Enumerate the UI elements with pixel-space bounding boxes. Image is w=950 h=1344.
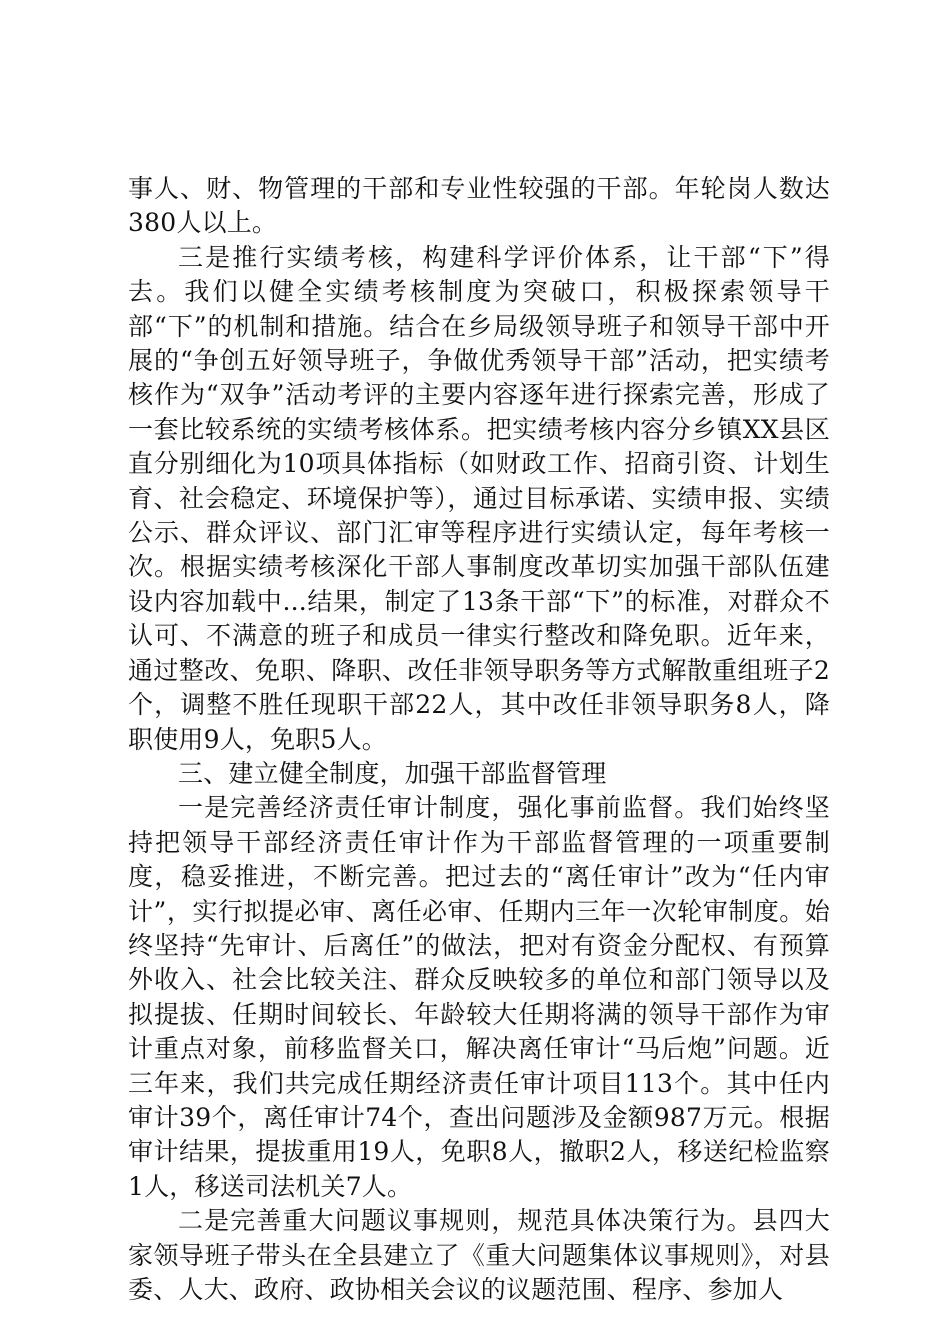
section-heading: 三、建立健全制度，加强干部监督管理 bbox=[178, 758, 607, 788]
paragraph-2: 三是推行实绩考核，构建科学评价体系，让干部“下”得去。我们以健全实绩考核制度为突破口，积极探索领导干部“下”的机制和措施。结合在乡局级领导班子和领导干部中开展的“争创五好领导班子，争做优秀领导干部”活动，把实绩考核作为“双争”活动考评的主要内容逐年进行探索完善，形成了一套比较系统的实绩考核体系。把实绩考核内容分乡镇XX县区直分别细化为10项具体指标（如财政工作、招商引资、计划生育、社会稳定、环境保护等），通过目标承诺、实绩申报、实绩公示、群众评议、部门汇审等程序进行实绩认定，每年考核一次。根据实绩考核深化干部人事制度改革切实加强干部队伍建设内容加载中...结果，制定了13条干部“下”的标准，对群众不认可、不满意的班子和成员一律实行整改和降免职。近年来，通过整改、免职、降职、改任非领导职务等方式解散重组班子2个，调整不胜任现职干部22人，其中改任非领导职务8人，降职使用9人，免职5人。 bbox=[128, 242, 830, 754]
document-body bbox=[128, 172, 830, 1307]
paragraph-4: 二是完善重大问题议事规则，规范具体决策行为。县四大家领导班子带头在全县建立了《重大问题集体议事规则》，对县委、人大、政府、政协相关会议的议题范围、程序、参加人 bbox=[128, 1206, 830, 1304]
paragraph-3: 一是完善经济责任审计制度，强化事前监督。我们始终坚持把领导干部经济责任审计作为干部监督管理的一项重要制度，稳妥推进，不断完善。把过去的“离任审计”改为“任内审计”，实行拟提必审、离任必审、任期内三年一次轮审制度。始终坚持“先审计、后离任”的做法，把对有资金分配权、有预算外收入、社会比较关注、群众反映较多的单位和部门领导以及拟提拔、任期时间较长、年龄较大任期将满的领导干部作为审计重点对象，前移监督关口，解决离任审计“马后炮”问题。近三年来，我们共完成任期经济责任审计项目113个。其中任内审计39个，离任审计74个，查出问题涉及金额987万元。根据审计结果，提拔重用19人，免职8人，撤职2人，移送纪检监察1人，移送司法机关7人。 bbox=[128, 793, 830, 1201]
paragraph-1: 事人、财、物管理的干部和专业性较强的干部。年轮岗人数达380人以上。 bbox=[128, 174, 830, 238]
